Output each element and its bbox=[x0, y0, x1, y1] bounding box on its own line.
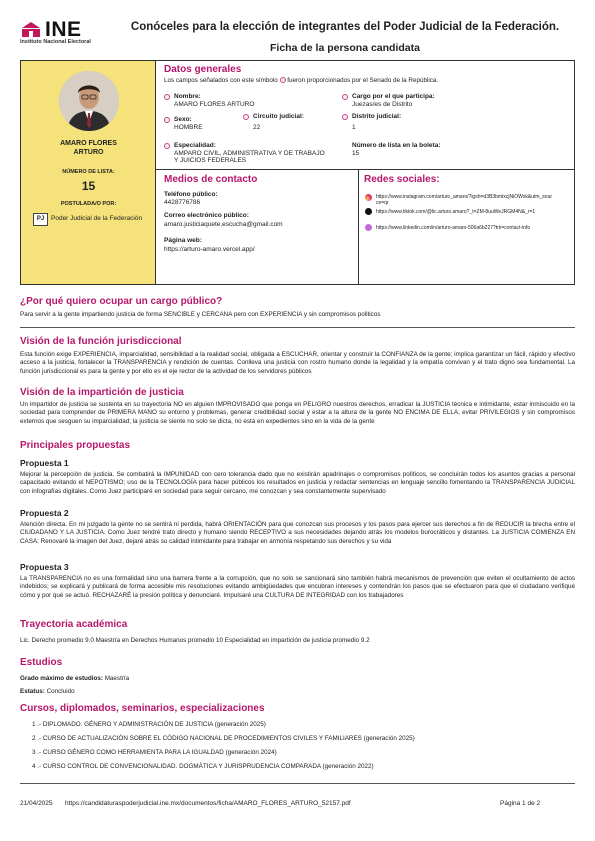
candidate-card bbox=[20, 60, 575, 285]
proposal-1-title: Propuesta 1 bbox=[20, 458, 69, 468]
linkedin-icon bbox=[365, 224, 372, 231]
pj-badge: PJ bbox=[33, 213, 48, 226]
trayectoria-title: Trayectoria académica bbox=[20, 619, 128, 630]
page-subtitle: Ficha de la persona candidata bbox=[270, 42, 420, 54]
contact-title: Medios de contacto bbox=[164, 174, 258, 185]
page-title: Conóceles para la elección de integrantes del Poder Judicial de la Federación. bbox=[130, 21, 560, 33]
cargo-label: Cargo por el que participa: bbox=[352, 93, 435, 100]
nominated-label: POSTULADA/O POR: bbox=[60, 201, 117, 207]
footer-divider bbox=[20, 783, 575, 784]
footer-page: Página 1 de 2 bbox=[500, 800, 541, 807]
instagram-icon bbox=[365, 194, 372, 201]
sexo-value: HOMBRE bbox=[174, 124, 203, 131]
footer-date: 21/04/2025 bbox=[20, 800, 53, 807]
senate-marker-icon bbox=[342, 94, 348, 100]
circuito-label: Circuito judicial: bbox=[253, 113, 304, 120]
ine-logo-icon bbox=[20, 20, 42, 38]
proposal-3-text: La TRANSPARENCIA no es una formalidad sino una barrera frente a la corrupción, que no solo se sancionará sino también habrá mecanismos de prevención que eviten el ocultamiento de actos indebidos; se explicará y publicará de forma accesible mis resoluciones evitando ambigüedades que encubran intereses y contendrán los pasos que se efectuaron para que el ciudadano verifiqué cómo y por qué se actuó. RECHAZARÉ la presión política y denunciaré. Impulsaré una CULTURA DE INTEGRIDAD con los trabajadores bbox=[20, 575, 575, 599]
instagram-link[interactable]: https://www.instagram.com/arturo_amaro/?igsh=d3B3bmtxcjNiOWxk&utm_sour ce=qr bbox=[376, 194, 553, 206]
ine-logo-subtitle: Instituto Nacional Electoral bbox=[20, 39, 91, 45]
tiktok-icon bbox=[365, 208, 372, 215]
ine-logo-text: INE bbox=[45, 18, 82, 41]
proposal-2-title: Propuesta 2 bbox=[20, 508, 69, 518]
especialidad-label: Especialidad: bbox=[174, 142, 216, 149]
web-label: Página web: bbox=[164, 237, 202, 244]
contact-divider bbox=[156, 169, 574, 170]
vision-imparticion-title: Visión de la impartición de justicia bbox=[20, 387, 184, 398]
estudios-title: Estudios bbox=[20, 657, 63, 668]
proposals-title: Principales propuestas bbox=[20, 440, 131, 451]
general-note: Los campos señalados con este símbolo fueron proporcionados por el Senado de la República. bbox=[164, 77, 439, 84]
social-title: Redes sociales: bbox=[364, 174, 440, 185]
phone-label: Teléfono público: bbox=[164, 191, 218, 198]
candidate-photo bbox=[59, 71, 119, 131]
distrito-value: 1 bbox=[352, 124, 356, 131]
vision-funcion-title: Visión de la función jurisdiccional bbox=[20, 336, 182, 347]
list-number-label: NÚMERO DE LISTA: bbox=[62, 169, 115, 175]
estatus-row: Estatus: Concluido bbox=[20, 688, 75, 695]
course-item: 2 .- CURSO DE ACTUALIZACIÓN SOBRE EL CÓDIGO NACIONAL DE PROCEDIMIENTOS CIVILES Y FAMILIARES (generación 2025) bbox=[32, 735, 415, 742]
phone-value[interactable]: 4428776786 bbox=[164, 199, 201, 206]
contact-vdivider bbox=[358, 169, 359, 284]
senate-marker-icon bbox=[164, 117, 170, 123]
especialidad-value: AMPARO CIVIL, ADMINISTRATIVA Y DE TRABAJO Y JUICIOS FEDERALES bbox=[174, 150, 325, 164]
senate-marker-icon bbox=[342, 114, 348, 120]
tiktok-link[interactable]: https://www.tiktok.com/@lic.arturo.amaro?_t=ZM-8uuWeJRGM4N&_r=1 bbox=[376, 209, 536, 215]
course-item: 4 .- CURSO CONTROL DE CONVENCIONALIDAD. DOGMÁTICA Y JURISPRUDENCIA COMPARADA (generación 2022) bbox=[32, 763, 374, 770]
sexo-label: Sexo: bbox=[174, 116, 192, 123]
senate-marker-icon bbox=[243, 114, 249, 120]
proposal-3-title: Propuesta 3 bbox=[20, 562, 69, 572]
senate-marker-icon bbox=[280, 77, 286, 83]
nombre-label: Nombre: bbox=[174, 93, 201, 100]
candidate-name: AMARO FLORES ARTURO bbox=[60, 140, 117, 156]
email-label: Correo electrónico público: bbox=[164, 212, 249, 219]
proposal-1-text: Mejorar la percepción de justicia. Se combatirá la IMPUNIDAD con cero tolerancia dado que no existirán apadrinajes o compromisos políticos, se concluirán todos los asuntos gracias a personal capacitado evitando el NEPOTISMO; uso de la TECNOLOGÍA para hacer públicos los resultados en justicia y redactar sentencias en lenguaje sencillo fomentando la TRANSPARENCIA JUDICIAL con infografías digitales. Como Juez participaré en sociedad para seguir cercano, me conozcan y sea constantemente supervisado bbox=[20, 471, 575, 495]
candidate-panel bbox=[21, 61, 156, 284]
footer-url[interactable]: https://candidaturaspoderjudicial.ine.mx/documentos/ficha/AMARO_FLORES_ARTURO_52157.pdf bbox=[65, 800, 351, 807]
circuito-value: 22 bbox=[253, 124, 261, 131]
vision-imparticion-text: Un impartidor de justicia se sustenta en su trayectoria NO en alguien IMPROVISADO que ponga en PELIGRO nuestros derechos, erradicar la JUSTICIA técnica e intimidante, estar inmiscuido en la sociedad para comprender de PRIMERA MANO su entorno y problemas, generar credibilidad social y estar a la altura de la gente NO ENCIMA DE ELLA, evitar PRIVILEGIOS y sin compromisos externos que sesguen su imparcialidad; la justicia se siente no solo se dicta, no está en expedientes sino en la vida de la gente bbox=[20, 401, 575, 425]
grado-row: Grado máximo de estudios: Maestría bbox=[20, 675, 130, 682]
cargo-value: Juezas/es de Distrito bbox=[352, 101, 413, 108]
general-title: Datos generales bbox=[164, 64, 242, 75]
cursos-title: Cursos, diplomados, seminarios, especializaciones bbox=[20, 703, 265, 714]
distrito-label: Distrito judicial: bbox=[352, 113, 402, 120]
boleta-value: 15 bbox=[352, 150, 360, 157]
email-value[interactable]: amaro.justiciaquete.escucha@gmail.com bbox=[164, 221, 283, 228]
why-text: Para servir a la gente impartiendo justicia de forma SENCIBLE y CERCANA pero con EXPERIENCIA y sin compromisos politicos bbox=[20, 311, 381, 318]
web-link[interactable]: https://arturo-amaro.vercel.app/ bbox=[164, 246, 255, 253]
divider bbox=[20, 327, 575, 328]
course-item: 3 .- CURSO GÉNERO COMO HERRAMIENTA PARA LA IGUALDAD (generación 2024) bbox=[32, 749, 277, 756]
boleta-label: Número de lista en la boleta: bbox=[352, 142, 441, 149]
nominated-by: Poder Judicial de la Federación bbox=[51, 215, 143, 222]
vision-funcion-text: Esta función exige EXPERIENCIA, imparcialidad, sensibilidad a la realidad social, obligada a ESCUCHAR, orientar y construir la CONFIANZA de la gente; implica garantizar un fácil, rápido y efectivo acceso a la justicia, fortalecer la TRANSPARENCIA y rendición de cuentas. Conlleva una justicia con rostro humano donde la legalidad y la empatía convivan y el trato digno sea fundamental. La función jurisdiccional es para la gente y por ello es el eje rector de la actividad de los servidores públicos bbox=[20, 351, 575, 375]
why-title: ¿Por qué quiero ocupar un cargo público? bbox=[20, 296, 223, 307]
trayectoria-text: Lic. Derecho promedio 9.0 Maestría en Derechos Humanos promedio 10 Especialidad en impartición de justicia promedio 9.2 bbox=[20, 637, 370, 644]
nombre-value: AMARO FLORES ARTURO bbox=[174, 101, 255, 108]
senate-marker-icon bbox=[164, 94, 170, 100]
proposal-2-text: Atención directa. En mi juzgado la gente no se sentirá ni perdida, habrá ORIENTACIÓN para que conozcan sus procesos y los pasos para ejercer sus derechos a fin de REDUCIR la brecha entre el CIUDADANO Y LA JUSTICIA. Como Juez tendré trato directo y humano siendo RECEPTIVO a sus necesidades dejando atrás los modelos burocráticos y distantes. La JUSTICIA COMIENZA EN CASA: Renovaré la imagen del Juez, dejaré atrás su calidad intimidante para trabajar en armonía respetando sus derechos y su vida bbox=[20, 521, 575, 545]
list-number: 15 bbox=[81, 179, 96, 193]
course-item: 1 .- DIPLOMADO. GÉNERO Y ADMINISTRACIÓN DE JUSTICIA (generación 2025) bbox=[32, 721, 266, 728]
linkedin-link[interactable]: https://www.linkedin.com/in/arturo-amaro-506a6b227?trk=contact-info bbox=[376, 225, 531, 231]
senate-marker-icon bbox=[164, 143, 170, 149]
